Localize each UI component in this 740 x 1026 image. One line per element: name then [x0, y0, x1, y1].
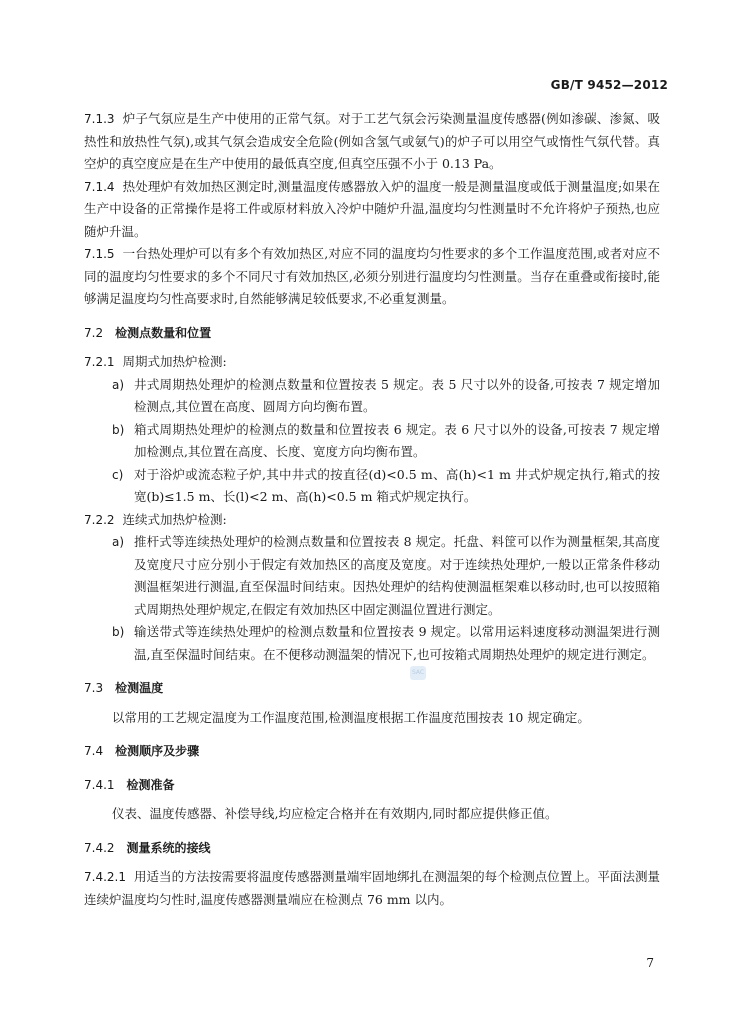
section-title: 检测点数量和位置	[115, 325, 212, 340]
section-number: 7.3	[84, 681, 104, 695]
page-number: 7	[646, 956, 654, 970]
clause-text: 炉子气氛应是生产中使用的正常气氛。对于工艺气氛会污染测量温度传感器(例如渗碳、渗氮、吸热性和放热性气氛),或其气氛会造成安全危险(例如含氢气或氨气)的炉子可以用空气或惰性气氛代替。真空炉的真空度应是在生产中使用的最低真空度,但真空压强不小于 0.13 Pa。	[84, 111, 660, 171]
clause-7-2-1	[84, 351, 660, 374]
standard-code-header: GB/T 9452—2012	[550, 78, 668, 92]
paragraph-7-3: 以常用的工艺规定温度为工作温度范围,检测温度根据工作温度范围按表 10 规定确定。	[112, 709, 590, 725]
section-title: 检测顺序及步骤	[115, 744, 200, 758]
section-title: 检测准备	[126, 777, 175, 792]
list-item-7-2-2-a	[84, 531, 660, 621]
clause-text: 连续式加热炉检测:	[122, 511, 227, 527]
list-item-text: 推杆式等连续热处理炉的检测点数量和位置按表 8 规定。托盘、料筐可以作为测量框架,其高度及宽度尺寸应分别小于假定有效加热区的高度及宽度。对于连续热处理炉,一般以正常条件移动测温框架进行测温,直至保温时间结束。因热处理炉的结构使测温框架难以移动时,也可以按照箱式周期热处理炉规定,在假定有效加热区中固定测温位置进行测定。	[134, 534, 660, 617]
section-title: 检测温度	[115, 681, 164, 695]
section-number: 7.4.2	[84, 840, 115, 855]
section-number: 7.4	[84, 744, 104, 758]
list-item-text: 井式周期热处理炉的检测点数量和位置按表 5 规定。表 5 尺寸以外的设备,可按表 7 规定增加检测点,其位置在高度、圆周方向均衡布置。	[134, 376, 660, 414]
clause-number: 7.1.5	[84, 247, 115, 261]
section-heading-7-4-2	[84, 837, 660, 860]
clause-7-2-2	[84, 509, 660, 532]
section-heading-7-4	[84, 740, 660, 763]
section-heading-7-3	[84, 677, 660, 700]
clause-number: 7.1.4	[84, 179, 115, 194]
list-marker: a)	[112, 535, 125, 549]
clause-7-4-2-1	[84, 866, 660, 911]
document-body	[84, 108, 660, 911]
clause-number: 7.2.2	[84, 512, 115, 527]
clause-7-1-4	[84, 176, 660, 244]
list-item-7-2-1-c	[84, 464, 660, 509]
clause-7-1-3	[84, 108, 660, 176]
sac-watermark-logo: SAC	[410, 666, 426, 680]
list-item-7-2-1-b	[84, 419, 660, 464]
section-title: 测量系统的接线	[126, 840, 211, 855]
section-number: 7.4.1	[84, 777, 115, 792]
clause-text: 热处理炉有效加热区测定时,测量温度传感器放入炉的温度一般是测量温度或低于测量温度;如果在生产中设备的正常操作是将工件或原材料放入冷炉中随炉升温,温度均匀性测量时不允许将炉子预热,也应随炉升温。	[84, 178, 660, 239]
clause-text: 周期式加热炉检测:	[122, 354, 227, 369]
clause-text: 一台热处理炉可以有多个有效加热区,对应不同的温度均匀性要求的多个工作温度范围,或者对应不同的温度均匀性要求的多个不同尺寸有效加热区,必须分别进行温度均匀性测量。当存在重叠或衔接时,能够满足温度均匀性高要求时,自然能够满足较低要求,不必重复测量。	[84, 246, 660, 306]
list-marker: b)	[112, 422, 125, 437]
list-marker: c)	[112, 467, 124, 482]
list-item-text: 对于浴炉或流态粒子炉,其中井式的按直径(d)<0.5 m、高(h)<1 m 井式炉规定执行,箱式的按宽(b)≤1.5 m、长(l)<2 m、高(h)<0.5 m 箱式炉规定执行。	[134, 466, 660, 504]
list-item-7-2-1-a	[84, 374, 660, 419]
paragraph-7-4-1: 仪表、温度传感器、补偿导线,均应检定合格并在有效期内,同时都应提供修正值。	[112, 806, 558, 821]
list-marker: b)	[112, 625, 125, 639]
list-item-7-2-2-b	[84, 621, 660, 666]
list-item-text: 箱式周期热处理炉的检测点的数量和位置按表 6 规定。表 6 尺寸以外的设备,可按表 7 规定增加检测点,其位置在高度、长度、宽度方向均衡布置。	[134, 421, 660, 459]
section-heading-7-2	[84, 322, 660, 345]
clause-number: 7.4.2.1	[84, 870, 126, 884]
clause-text: 用适当的方法按需要将温度传感器测量端牢固地绑扎在测温架的每个检测点位置上。平面法测量连续炉温度均匀性时,温度传感器测量端应在检测点 76 mm 以内。	[84, 869, 660, 907]
clause-number: 7.1.3	[84, 112, 115, 126]
clause-number: 7.2.1	[84, 355, 115, 369]
section-heading-7-4-1	[84, 774, 660, 797]
clause-7-1-5	[84, 243, 660, 311]
list-item-text: 输送带式等连续热处理炉的检测点数量和位置按表 9 规定。以常用运料速度移动测温架进行测温,直至保温时间结束。在不便移动测温架的情况下,也可按箱式周期热处理炉的规定进行测定。	[134, 624, 660, 662]
section-number: 7.2	[84, 325, 104, 340]
list-marker: a)	[112, 377, 125, 392]
